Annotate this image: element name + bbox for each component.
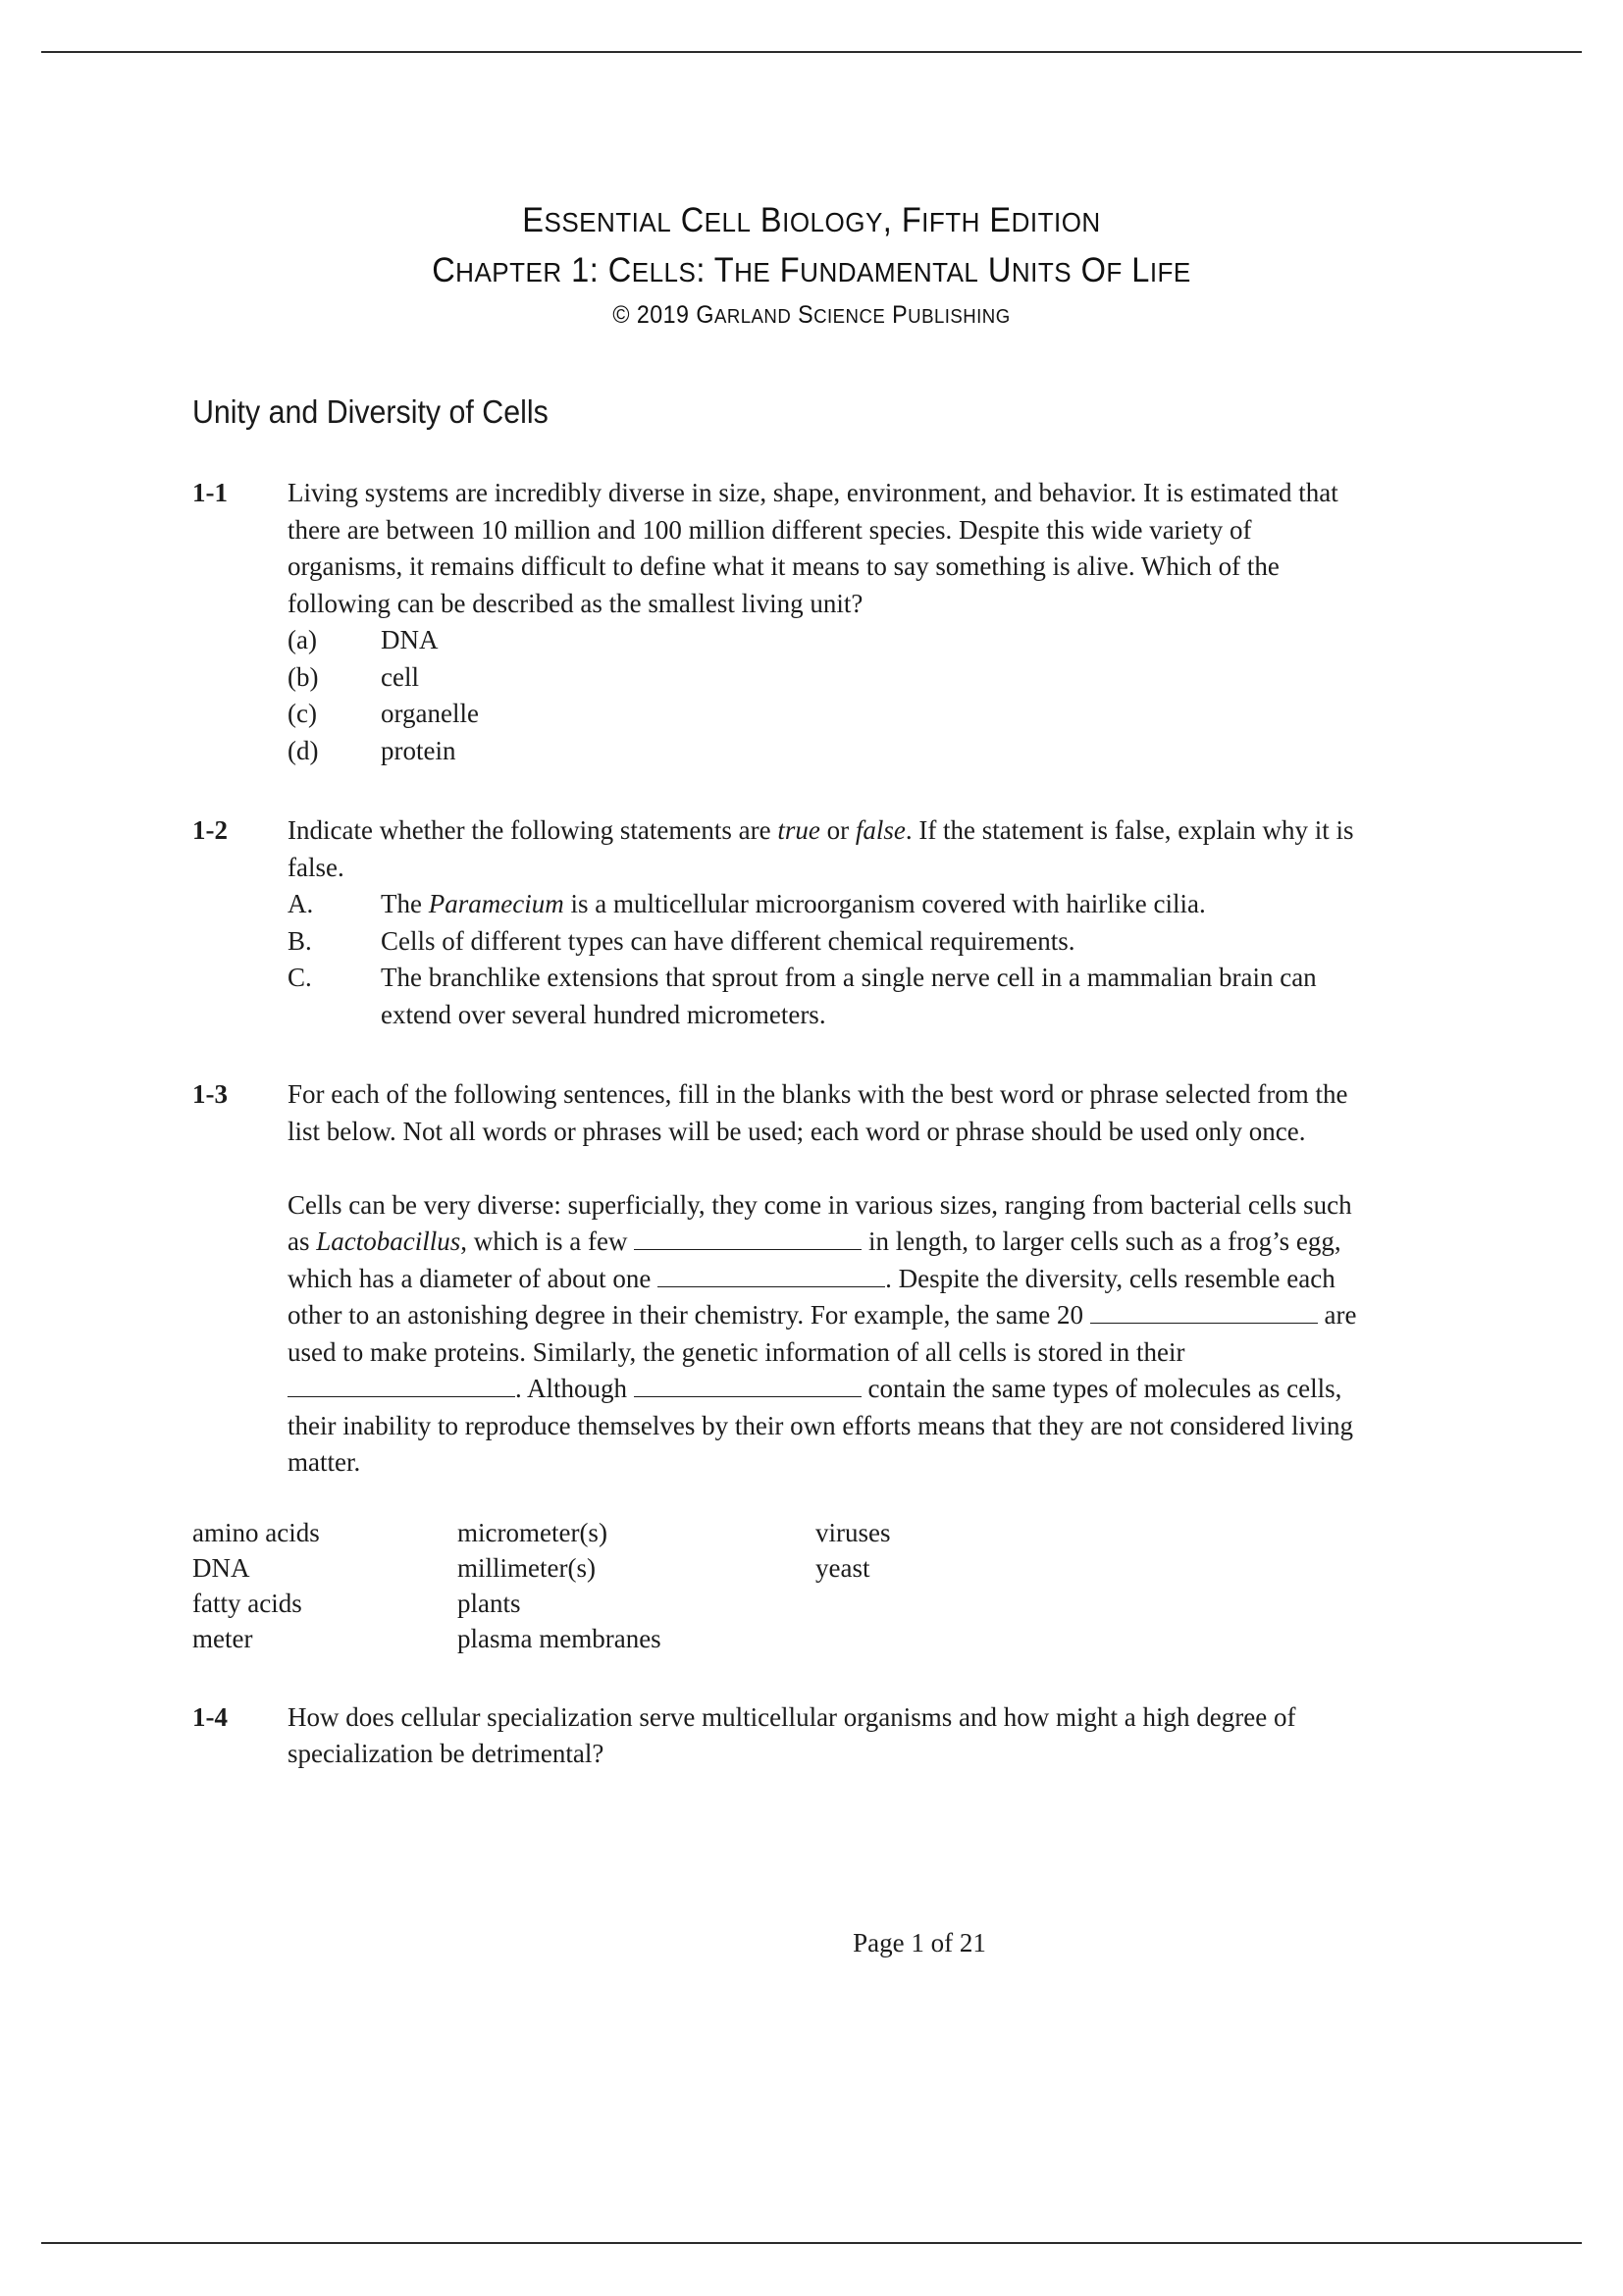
blank-field-5[interactable]: [634, 1375, 862, 1397]
passage-seg-7: contain the same types of molecules as cells, their inability to reproduce themselves by their own efforts means that they are not considered living matter.: [288, 1374, 1353, 1477]
statement-text-before: The: [381, 889, 429, 918]
stem-italic-true: true: [777, 815, 820, 845]
question-stem: How does cellular specialization serve multicellular organisms and how might a high degree of specialization be detrimental?: [288, 1701, 1296, 1768]
question-body: [288, 1076, 1362, 1482]
blank-field-2[interactable]: [657, 1265, 885, 1287]
passage-seg-2: , which is a few: [460, 1226, 635, 1256]
statement-row[interactable]: [288, 886, 1362, 923]
option-label: (a): [288, 625, 317, 654]
question-1-3: [192, 1076, 1362, 1482]
word-bank-item: [815, 1586, 1362, 1621]
statement-text: Cells of different types can have different chemical requirements.: [381, 925, 1075, 956]
blank-field-4[interactable]: [288, 1375, 515, 1397]
question-1-1: [192, 475, 1362, 769]
page-footer: Page 1 of 21: [853, 1928, 986, 1957]
title-block: [0, 196, 1623, 336]
option-label: (b): [288, 661, 319, 692]
question-number: 1-3: [192, 1079, 228, 1109]
stem-text-1: Indicate whether the following statements are: [288, 815, 778, 845]
question-number: 1-4: [192, 1701, 228, 1732]
option-row[interactable]: [288, 622, 1362, 659]
passage-seg-5: are used to make proteins. Similarly, the genetic information of all cells is stored in their: [288, 1300, 1357, 1367]
option-text: DNA: [381, 625, 439, 654]
question-body: [288, 475, 1362, 769]
word-bank-item: yeast: [815, 1552, 870, 1583]
book-title: ESSENTIAL CELL BIOLOGY, FIFTH EDITION: [522, 201, 1101, 239]
word-bank-item: plants: [457, 1588, 521, 1618]
question-1-4: [192, 1699, 1362, 1773]
passage-seg-3: in length, to larger cells such as a frog’s egg, which has a diameter of about one: [288, 1226, 1341, 1293]
question-stem: [288, 812, 1362, 886]
option-row[interactable]: [288, 696, 1362, 733]
passage-seg-1: Cells can be very diverse: superficially, they come in various sizes, ranging from bacterial cells such as: [288, 1189, 1352, 1256]
question-number: 1-1: [192, 478, 228, 507]
statement-label: B.: [288, 925, 312, 956]
blank-field-1[interactable]: [634, 1227, 862, 1250]
stem-text-3: . If the statement is false, explain why it is false.: [288, 815, 1354, 882]
word-bank-item: plasma membranes: [457, 1623, 661, 1653]
question-instructions: For each of the following sentences, fill in the blanks with the best word or phrase selected from the list below. Not all words or phrases will be used; each word or phrase should be used only once.: [288, 1079, 1348, 1146]
word-bank-item: micrometer(s): [457, 1517, 607, 1547]
word-bank-item: viruses: [815, 1517, 891, 1547]
statement-text: The branchlike extensions that sprout from a single nerve cell in a mammalian brain can extend over several hundred micrometers.: [381, 963, 1317, 1029]
passage-seg-4: . Despite the diversity, cells resemble each other to an astonishing degree in their chemistry. For example, the same 20: [288, 1263, 1335, 1330]
fill-in-blank-passage: [288, 1187, 1362, 1482]
option-label: (d): [288, 735, 319, 765]
statement-row[interactable]: [288, 960, 1362, 1033]
section-heading: Unity and Diversity of Cells: [192, 393, 549, 430]
option-label: (c): [288, 699, 317, 728]
statement-text: [381, 886, 1362, 923]
option-row[interactable]: [288, 659, 1362, 697]
passage-italic-lactobacillus: Lactobacillus: [316, 1226, 461, 1256]
statement-label: A.: [288, 889, 314, 918]
word-bank-item: fatty acids: [192, 1588, 302, 1618]
word-bank-item: meter: [192, 1623, 253, 1653]
copyright-line: © 2019 GARLAND SCIENCE PUBLISHING: [612, 301, 1011, 329]
question-body: [288, 812, 1362, 1033]
stem-italic-false: false: [855, 815, 906, 845]
word-bank-item: amino acids: [192, 1517, 320, 1547]
word-bank-item: millimeter(s): [457, 1552, 596, 1583]
question-stem: Living systems are incredibly diverse in size, shape, environment, and behavior. It is estimated that there are between 10 million and 100 million different species. Despite this wide variety of organisms, it remains difficult to define what it means to say something is alive. Which of the following can be described as the smallest living unit?: [288, 478, 1338, 618]
chapter-title: CHAPTER 1: CELLS: THE FUNDAMENTAL UNITS OF LIFE: [432, 251, 1191, 289]
option-text: cell: [381, 661, 419, 692]
statement-label: C.: [288, 963, 312, 992]
question-body: [288, 1699, 1362, 1773]
statement-text-after: is a multicellular microorganism covered with hairlike cilia.: [563, 889, 1206, 918]
stem-text-2: or: [819, 815, 856, 845]
page-bottom-rule: [41, 2242, 1582, 2244]
word-bank-item: DNA: [192, 1552, 250, 1583]
statement-row[interactable]: [288, 923, 1362, 961]
option-row[interactable]: [288, 733, 1362, 770]
option-text: protein: [381, 735, 456, 765]
question-number: 1-2: [192, 815, 228, 845]
paragraph-gap: [288, 1150, 1362, 1187]
option-text: organelle: [381, 699, 479, 728]
passage-seg-6: . Although: [515, 1374, 634, 1403]
blank-field-3[interactable]: [1090, 1301, 1318, 1324]
word-bank: [192, 1515, 1362, 1656]
question-1-2: [192, 812, 1362, 1033]
statement-italic: Paramecium: [428, 889, 564, 918]
word-bank-item: [815, 1621, 1362, 1656]
